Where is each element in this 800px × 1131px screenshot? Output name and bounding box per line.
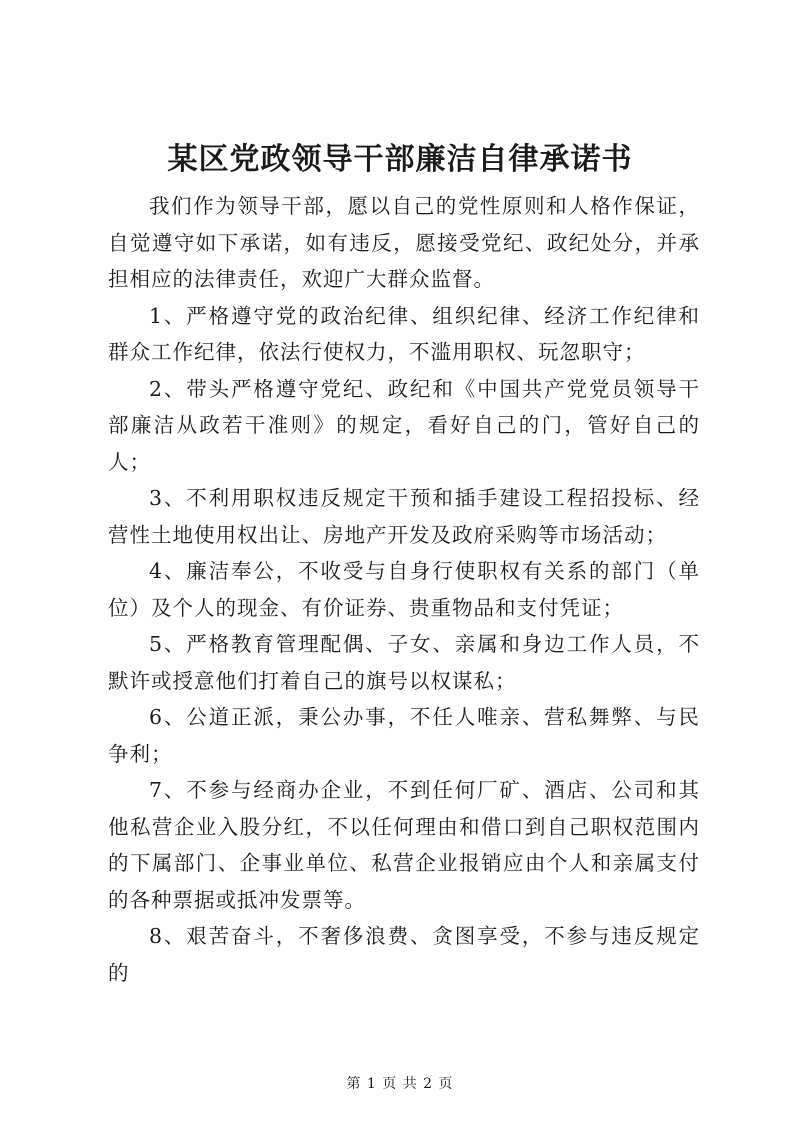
intro-paragraph: 我们作为领导干部，愿以自己的党性原则和人格作保证，自觉遵守如下承诺，如有违反，愿接受党纪、政纪处分，并承担相应的法律责任，欢迎广大群众监督。 [108, 194, 700, 291]
pledge-item-3: 3、不利用职权违反规定干预和插手建设工程招投标、经营性土地使用权出让、房地产开发及政府采购等市场活动； [108, 486, 700, 547]
pledge-item-2: 2、带头严格遵守党纪、政纪和《中国共产党党员领导干部廉洁从政若干准则》的规定，看好自己的门，管好自己的人； [108, 376, 700, 474]
document-title: 某区党政领导干部廉洁自律承诺书 [167, 142, 633, 177]
pledge-item-6: 6、公道正派，秉公办事，不任人唯亲、营私舞弊、与民争利； [108, 705, 700, 766]
pledge-item-7: 7、不参与经商办企业，不到任何厂矿、酒店、公司和其他私营企业入股分红，不以任何理由和借口到自己职权范围内的下属部门、企事业单位、私营企业报销应由个人和亲属支付的各种票据或抵冲发票等。 [108, 778, 700, 912]
pledge-item-8: 8、艰苦奋斗，不奢侈浪费、贪图享受，不参与违反规定的 [108, 924, 700, 985]
document-body [108, 188, 700, 991]
pledge-item-1: 1、严格遵守党的政治纪律、组织纪律、经济工作纪律和群众工作纪律，依法行使权力，不滥用职权、玩忽职守； [108, 303, 700, 364]
page-number-footer: 第 1 页 共 2 页 [346, 1076, 454, 1092]
pledge-item-5: 5、严格教育管理配偶、子女、亲属和身边工作人员，不默许或授意他们打着自己的旗号以权谋私； [108, 632, 700, 693]
pledge-item-4: 4、廉洁奉公，不收受与自身行使职权有关系的部门（单位）及个人的现金、有价证券、贵重物品和支付凭证； [108, 559, 700, 620]
